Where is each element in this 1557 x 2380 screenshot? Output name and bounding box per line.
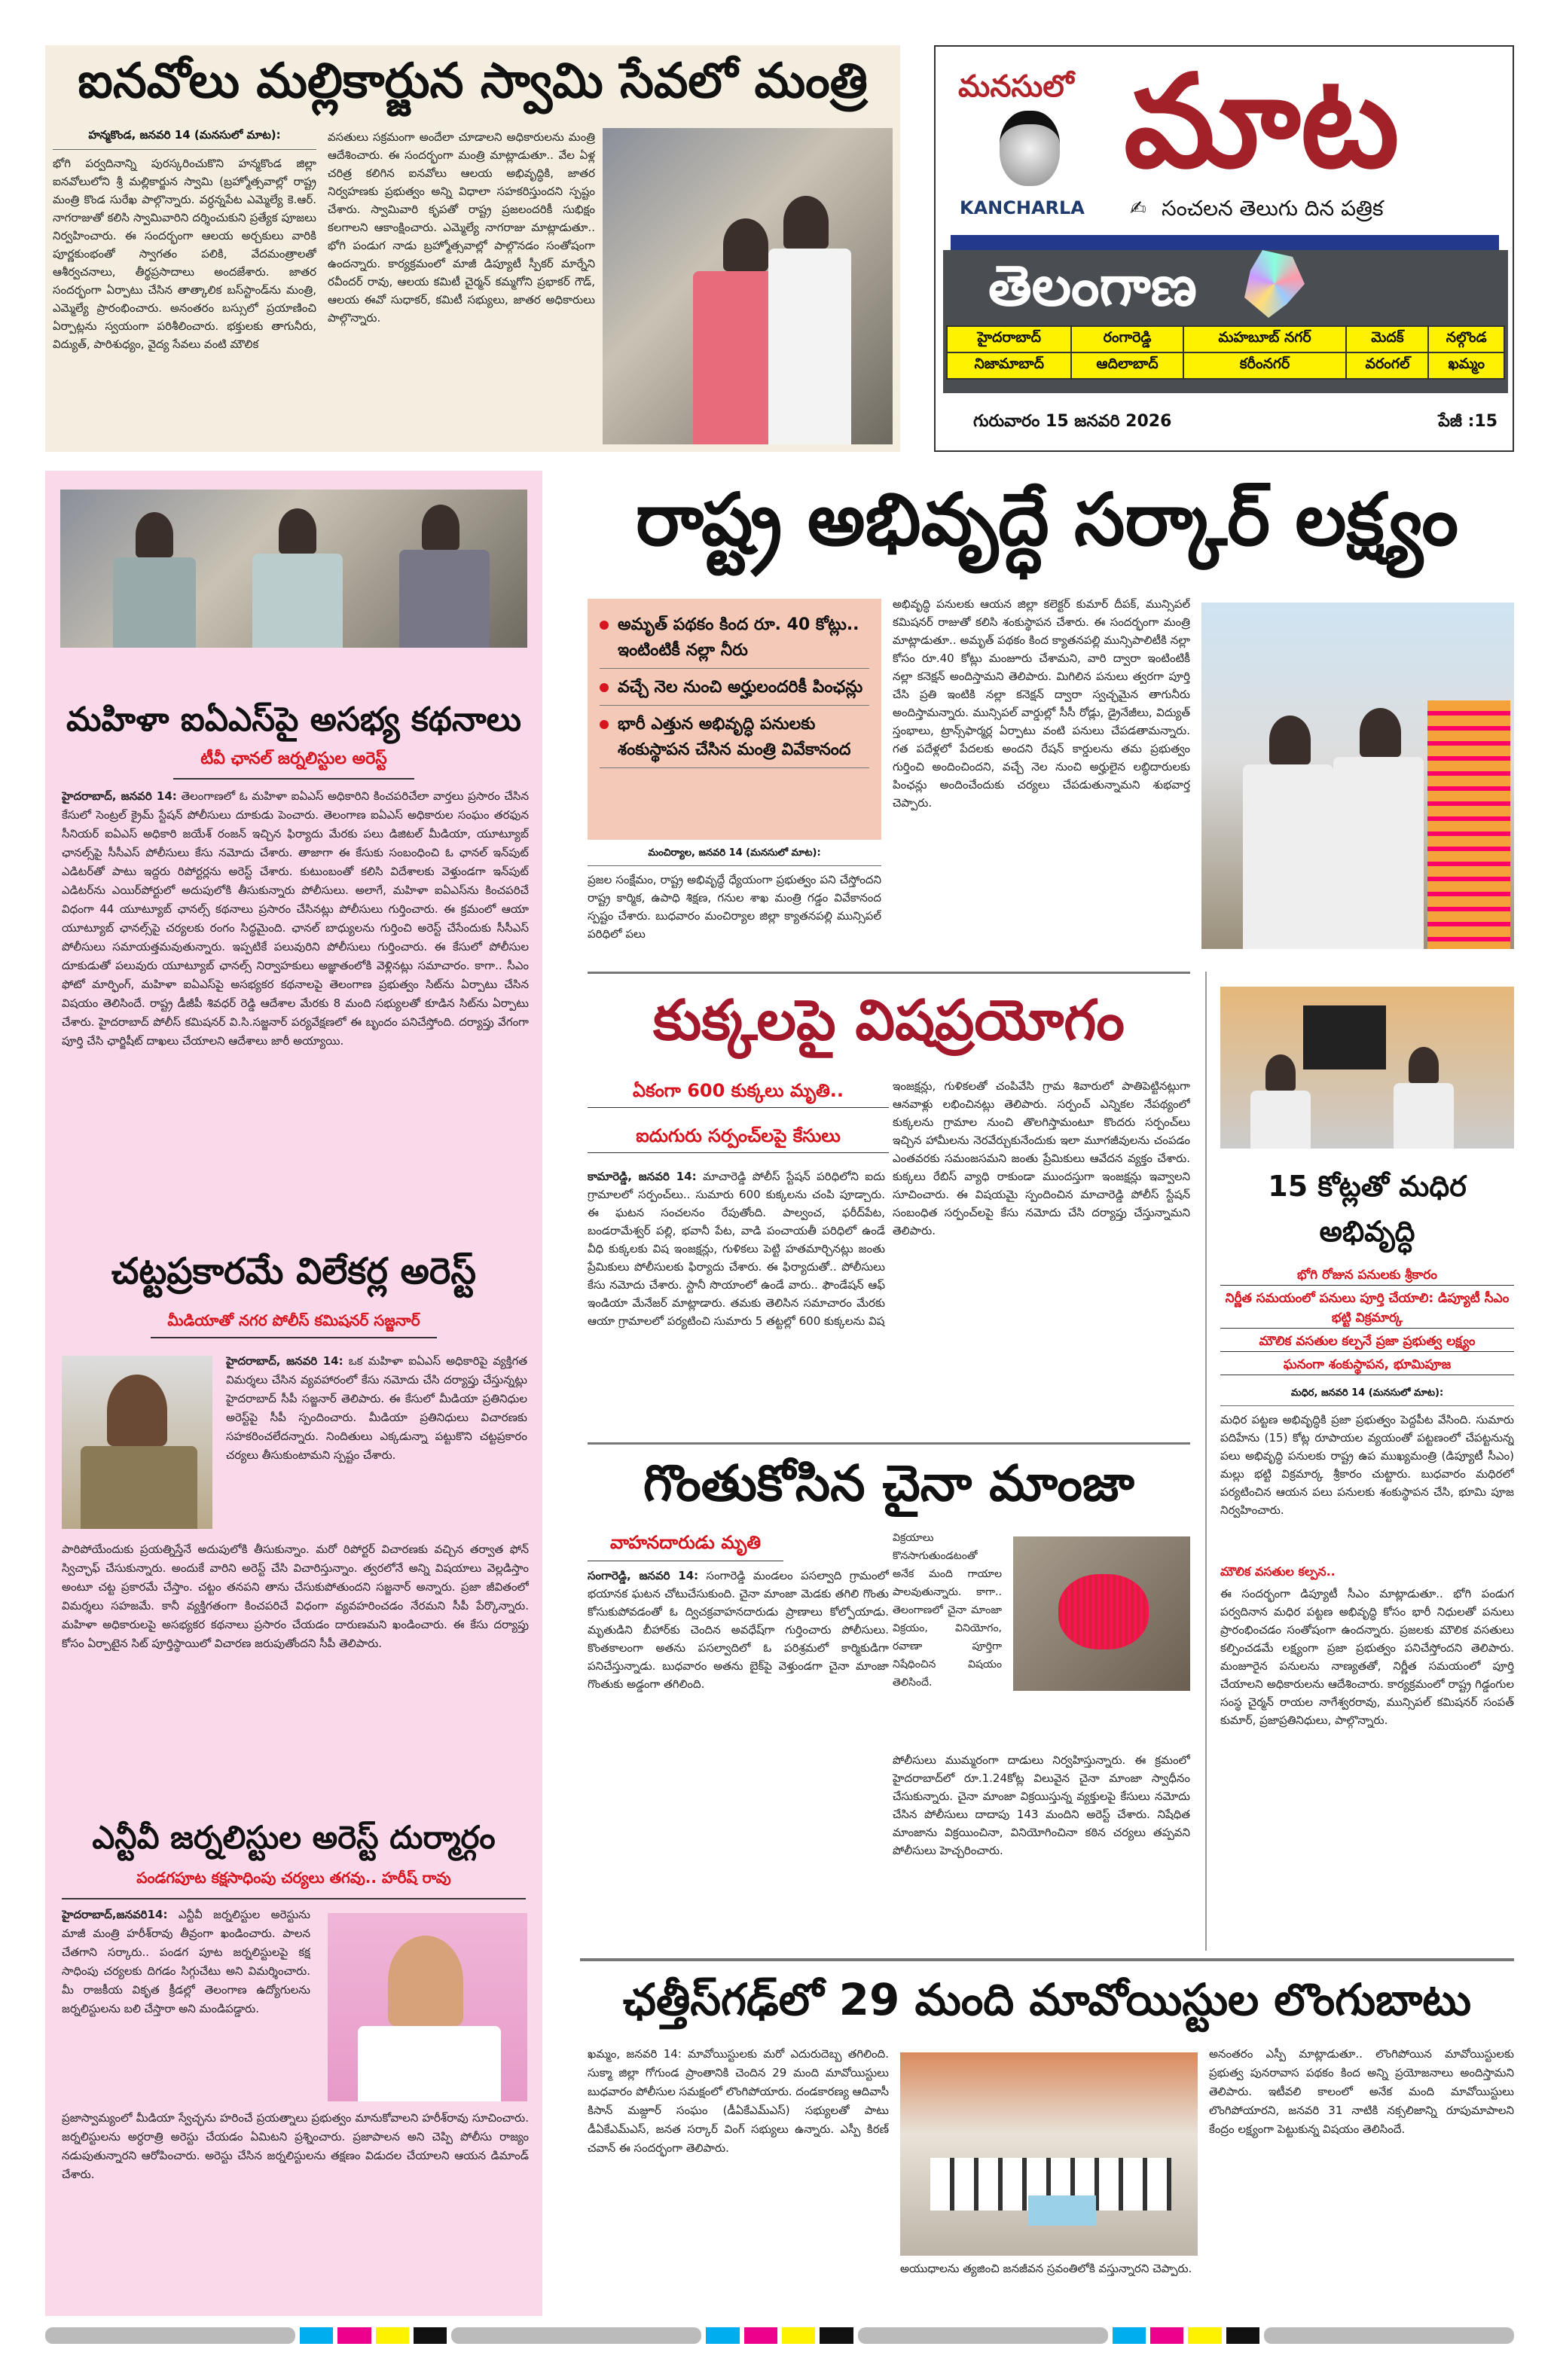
highlight-item: వచ్చే నెల నుంచి అర్హులందరికీ పింఛన్లు bbox=[600, 675, 869, 706]
sajjanar-body-side: హైదరాబాద్, జనవరి 14: ఒక మహిళా ఐఏఎస్ అధికారిపై వ్యక్తిగత విమర్శలు చేసిన వ్యవహారంలో కేసు నమోదు చేసి దర్యాప్తు చేస్తున్నట్లు హైదరాబాద్ సీపీ సజ్జనార్ తెలిపారు. ఈ కేసులో మీడియా ప్రతినిధుల అరెస్ట్‌పై సీపీ స్పందించారు. మీడియా ప్రతినిధులు విచారణకు సహకరించలేదన్నారు. నిందితులు ఎక్కడున్నా పట్టుకొని చట్టప్రకారం చర్యలు తీసుకుంటామని స్పష్టం చేశారు. bbox=[226, 1354, 527, 1462]
madhira-body-1: మధిర పట్టణ అభివృద్ధికి ప్రజా ప్రభుత్వం పెద్దపీట వేసింది. సుమారు పదిహేను (15) కోట్ల రూపాయల వ్యయంతో పట్టణంలో చేపట్టనున్న పలు అభివృద్ధి పనులకు రాష్ట్ర ఉప ముఖ్యమంత్రి (డిప్యూటీ సీఎం) మల్లు భట్టి విక్రమార్క శ్రీకారం చుట్టారు. బుధవారం మధిరలో పర్యటించిన ఆయన పలు పనులకు శంకుస్థాపన చేసి, భూమి పూజ నిర్వహించారు. bbox=[1220, 1413, 1514, 1517]
pen-icon: ✍ bbox=[1130, 197, 1146, 220]
maoists-body-right: అనంతరం ఎస్పీ మాట్లాడుతూ.. లొంగిపోయిన మావోయిస్టులకు ప్రభుత్వ పునరావాస పథకం కింద అన్ని ప్రయోజనాలు అందిస్తామని తెలిపారు. ఇటీవలి కాలంలో అనేక మంది మావోయిస్టులు లొంగిపోయారని, జనవరి 31 నాటికి నక్సలిజాన్ని రూపుమాపాలని కేంద్రం లక్ష్యంగా పెట్టుకున్న విషయం తెలిసిందే. bbox=[1209, 2047, 1514, 2136]
ias-body: హైదరాబాద్, జనవరి 14: తెలంగాణలో ఓ మహిళా ఐఏఎస్ అధికారిని కించపరిచేలా వార్తలు ప్రసారం చేసిన కేసులో సెంట్రల్ క్రైమ్ స్టేషన్ పోలీసులు దూకుడు పెంచారు. తెలంగాణ ఐఏఎస్ అధికారుల సంఘం తరఫున సీనియర్ ఐఏఎస్ అధికారి జయేశ్ రంజన్ ఇచ్చిన ఫిర్యాదు మేరకు పలు డిజిటల్ మీడియా, యూట్యూబ్ ఛానల్స్‌పై సీసీఎస్ పోలీసులు కేసు నమోదు చేశారు. తాజాగా ఈ కేసుకు సంబంధించి ఓ ఛానల్ ఇన్‌పుట్ ఎడిటర్‌తో పాటు ఇద్దరు రిపోర్టర్లను అరెస్ట్ చేశారు. కుటుంబంతో కలిసి విదేశాలకు వెళ్తుండగా ఇన్‌పుట్ ఎడిటర్‌ను ఎయిర్‌పోర్టులో అదుపులోకి తీసుకున్నారు పోలీసులు. అలాగే, మహిళా ఐఏఎస్‌ను కించపరిచే విధంగా 44 యూట్యూబ్ ఛానల్స్ కథనాలు ప్రసారం చేసినట్లు పోలీసులు గుర్తించారు. ఈ క్రమంలో ఆయా యూట్యూబ్ ఛానల్స్‌పై చర్యలకు రంగం సిద్ధమైంది. ఛానల్ బాధ్యులను గుర్తించి అరెస్ట్ చేసేందుకు సీసీఎస్ పోలీసులు సమాయత్తమవుతున్నారు. ఇప్పటికే పలువురిని పోలీసులు గుర్తించారు. ఈ కేసులో పోలీసుల దూకుడుతో పలువురు యూట్యూబ్ ఛానల్స్ నిర్వాహకులు అజ్ఞాతంలోకి వెళ్లినట్లు సమాచారం. కాగా.. సీఎం ఫోటో మార్ఫింగ్, మహిళా ఐఏఎస్‌పై అసభ్యకర కథనాలపై తెలంగాణ ప్రభుత్వం సిట్‌ను ఏర్పాటు చేసిన విషయం తెలిసిందే. రాష్ట్ర డీజీపీ శివధర్ రెడ్డి ఆదేశాల మేరకు 8 మంది సభ్యులతో కూడిన సిట్‌ను ఏర్పాటు చేశారు. హైదరాబాద్ పోలీస్ కమిషనర్ వి.సి.సజ్జనార్ పర్యవేక్షణలో ఈ బృందం పనిచేస్తోంది. దర్యాప్తు వేగంగా పూర్తి చేసి ఛార్జిషీట్ దాఖలు చేయాలని ఆదేశాలు జారీ అయ్యాయి. bbox=[62, 789, 529, 1048]
tagline: సంచలన తెలుగు దిన పత్రిక bbox=[1162, 196, 1384, 221]
ias-dateline: హైదరాబాద్, జనవరి 14: bbox=[62, 789, 177, 803]
body-col2: వసతులు సక్రమంగా అందేలా చూడాలని అధికారులను మంత్రి ఆదేశించారు. ఈ సందర్భంగా మంత్రి మాట్లాడుతూ.. వేల ఏళ్ల చరిత్ర కలిగిన ఐనవోలు ఆలయ అభివృద్ధికి, జాతర నిర్వహణకు ప్రభుత్వం అన్ని విధాలా సహకరిస్తుందని స్పష్టం చేశారు. స్వామివారి కృపతో రాష్ట్ర ప్రజలందరికీ సుభిక్షం కలగాలని ఆకాంక్షించారు. ఎమ్మెల్యే నాగరాజు మాట్లాడుతూ.. భోగి పండుగ నాడు బ్రహ్మోత్సవాల్లో పాల్గొనడం సంతోషంగా ఉందన్నారు. కార్యక్రమంలో మాజీ డిప్యూటీ స్పీకర్ మార్నేని రవీందర్ రావు, ఆలయ కమిటీ చైర్మన్ కమ్మగోని ప్రభాకర్ గౌడ్, ఆలయ ఈవో సుధాకర్, కమిటీ సభ్యులు, జాతర అధికారులు పాల్గొన్నారు. bbox=[328, 130, 595, 325]
madhira-subhead: ఘనంగా శంకుస్థాపన, భూమిపూజ bbox=[1220, 1355, 1514, 1375]
highlight-item: అమృత్ పథకం కింద రూ. 40 కోట్లు.. ఇంటింటికీ నల్లా నీరు bbox=[600, 612, 869, 669]
manja-body-left: సంగారెడ్డి, జనవరి 14: సంగారెడ్డి మండలం పసల్వాది గ్రామంలో భయానక ఘటన చోటుచేసుకుంది. చైనా మాంజా మెడకు తగిలి గొంతు కోసుకుపోవడంతో ఓ ద్విచక్రవాహనదారుడు ప్రాణాలు కోల్పోయాడు. మృతుడిని బీహార్‌కు చెందిన అవధేష్‌గా గుర్తించారు పోలీసులు. కొంతకాలంగా అతను పసల్వాదిలో ఓ పరిశ్రమలో కార్మికుడిగా పనిచేస్తున్నాడు. బుధవారం అతను బైక్‌పై వెళ్తుండగా చైనా మాంజా గొంతుకు అడ్డంగా తగిలింది. bbox=[588, 1569, 889, 1691]
district-hyderabad[interactable]: హైదరాబాద్ bbox=[947, 326, 1071, 352]
district-rangareddy[interactable]: రంగారెడ్డి bbox=[1071, 326, 1183, 352]
district-mahabubnagar[interactable]: మహబూబ్ నగర్ bbox=[1183, 326, 1347, 352]
dogs-headline: కుక్కలపై విషప్రయోగం bbox=[653, 988, 1125, 1053]
page-number: పేజీ :15 bbox=[1438, 412, 1497, 431]
maoists-body-left: ఖమ్మం, జనవరి 14: మావోయిస్టులకు మరో ఎదురుదెబ్బ తగిలింది. సుక్మా జిల్లా గోగుండ ప్రాంతానికి చెందిన 29 మంది మావోయిస్టులు బుధవారం పోలీసుల సమక్షంలో లొంగిపోయారు. దండకారణ్య ఆదివాసీ కిసాన్ మజ్దూర్ సంఘం (డీఏకేఎమ్ఎస్) సభ్యులతో పాటు డీఏకేఎమ్ఎస్, జనత సర్కార్ వింగ్ సభ్యులు ఉన్నారు. ఎస్పీ కిరణ్ చవాన్ ఈ సందర్భంగా తెలిపారు. bbox=[588, 2047, 889, 2155]
manja-headline: గొంతుకోసిన చైనా మాంజా bbox=[643, 1454, 1134, 1512]
sajjanar-headline: చట్టప్రకారమే విలేకర్ల అరెస్ట్ bbox=[111, 1250, 477, 1292]
madhira-section-heading: మౌలిక వసతుల కల్పన.. bbox=[1220, 1564, 1336, 1579]
photo-manja-spool bbox=[1013, 1536, 1190, 1691]
brand-small: మనసులో bbox=[958, 69, 1074, 104]
madhira-subhead: నిర్ణీత సమయంలో పనులు పూర్తి చేయాలి: డిప్యూటీ సీఎం భట్టి విక్రమార్క bbox=[1220, 1289, 1514, 1329]
madhira-dateline: మధిర, జనవరి 14 (మనసులో మాట): bbox=[1220, 1387, 1514, 1406]
kancharla-label: KANCHARLA bbox=[960, 197, 1085, 218]
lead-highlights-box bbox=[588, 599, 881, 840]
brand-big-logo: మాట bbox=[1124, 47, 1400, 197]
lead-dateline: మంచిర్యాల, జనవరి 14 (మనసులో మాట): bbox=[588, 847, 881, 866]
photo-foundation-stone bbox=[1201, 603, 1514, 949]
dogs-subhead-2: ఐదుగురు సర్పంచ్‌లపై కేసులు bbox=[588, 1122, 889, 1153]
madhira-headline: 15 కోట్లతో మధిర అభివృద్ధి bbox=[1268, 1170, 1467, 1248]
manja-body-mid: విక్రయాలు కొనసాగుతుండటంతో అనేక మంది గాయాల పాలవుతున్నారు. కాగా.. తెలంగాణలో చైనా మాంజా విక్రయం, వినియోగం, రవాణా పూర్తిగా నిషేధించిన విషయం తెలిసిందే. bbox=[893, 1532, 1002, 1689]
dateline: హన్మకొండ, జనవరి 14 (మనసులో మాట): bbox=[53, 128, 316, 150]
lead-body-right: అభివృద్ధి పనులకు ఆయన జిల్లా కలెక్టర్ కుమార్ దీపక్, మున్సిపల్ కమిషనర్ రాజుతో కలిసి శంకుస్థాపన చేశారు. ఈ సందర్భంగా మంత్రి మాట్లాడుతూ.. అమృత్ పథకం కింద క్యాతనపల్లి మున్సిపాలిటీకి నల్లా కోసం రూ.40 కోట్లు మంజూరు చేశామని, వారి ద్వారా ఇంటింటికీ నల్లా కనెక్షన్ అందిస్తామని తెలిపారు. మిగిలిన పనులు త్వరగా పూర్తి చేసి ప్రతి ఇంటికి నల్లా కనెక్షన్ ద్వారా స్వచ్ఛమైన తాగునీరు అందిస్తామన్నారు. మున్సిపల్ వార్డుల్లో సీసీ రోడ్లు, డ్రైనేజీలు, విద్యుత్ స్తంభాలు, ట్రాన్స్‌ఫార్మర్ల ఏర్పాటు వంటి పనులు చేపడతామన్నారు. గత పదేళ్లలో పేదలకు అందని రేషన్ కార్డులను తమ ప్రభుత్వం గుర్తించి అందించిందని, వచ్చే నెల నుంచి అర్హులైన లబ్ధిదారులకు పింఛన్లు అందించేందుకు చర్యలు చేపడుతున్నామని శుభవార్త చెప్పారు. bbox=[893, 597, 1190, 810]
maoists-headline: ఛత్తీస్‌గఢ్‌లో 29 మంది మావోయిస్టుల లొంగుబాటు bbox=[622, 1974, 1472, 2025]
district-khammam[interactable]: ఖమ్మం bbox=[1428, 352, 1504, 379]
manja-subhead: వాహనదారుడు మృతి bbox=[588, 1529, 783, 1561]
highlight-item: భారీ ఎత్తున అభివృద్ధి పనులకు శంకుస్థాపన చేసిన మంత్రి వివేకానంద bbox=[600, 712, 869, 768]
district-karimnagar[interactable]: కరీంనగర్ bbox=[1183, 352, 1347, 379]
masthead bbox=[934, 45, 1514, 452]
manja-body-bottom: పోలీసులు ముమ్మరంగా దాడులు నిర్వహిస్తున్నారు. ఈ క్రమంలో హైదరాబాద్‌లో రూ.1.24కోట్ల విలువైన చైనా మాంజా స్వాధీనం చేసుకున్నారు. చైనా మాంజా విక్రయిస్తున్న వ్యక్తులపై కేసులు నమోదు చేసిన పోలీసులు దాదాపు 143 మందిని అరెస్ట్ చేశారు. నిషేధిత మాంజాను విక్రయించినా, వినియోగించినా కఠిన చర్యలు తప్పవని పోలీసులు హెచ్చరించారు. bbox=[893, 1753, 1190, 1857]
dogs-body-left: కామారెడ్డి, జనవరి 14: మాచారెడ్డి పోలీస్ స్టేషన్ పరిధిలోని ఐదు గ్రామాలలో సర్పంచ్‌లు.. సుమారు 600 కుక్కలను చంపి పూడ్చారు. ఈ ఘటన సంచలనం రేపుతోంది. పాల్వంచ, ఫరీద్‌పేట, బండరామేశ్వర్ పల్లి, భవానీ పేట, వాడి పంచాయతీ పరిధిలో ఉండే వీధి కుక్కలకు విష ఇంజక్షన్లు, గుళికలు పెట్టి హతమార్చినట్లు జంతు ప్రేమికులు పోలీసులకు ఫిర్యాదు చేశారు. ఈ ఫిర్యాదుతో.. పోలీసులు కేసు నమోదు చేశారు. స్టానీ సొయాంలో ఉండే వారు.. ఫౌండేషన్ ఆఫ్ ఇండియా మేనేజర్ మాట్లాడారు. తమకు తెలిసిన సమాచారం మేరకు ఆయా గ్రామాలలో పర్యటించి సుమారు 5 తట్టల్లో 600 కుక్కలను విష bbox=[588, 1170, 885, 1328]
lead-body-left: ప్రజల సంక్షేమం, రాష్ట్ర అభివృద్ధే ధ్యేయంగా ప్రభుత్వం పని చేస్తోందని రాష్ట్ర కార్మిక, ఉపాధి శిక్షణ, గనుల శాఖ మంత్రి గడ్డం వివేకానంద స్పష్టం చేశారు. బుధవారం మంచిర్యాల జిల్లా క్యాతనపల్లి మున్సిపల్ పరిధిలో పలు bbox=[588, 873, 881, 941]
district-nalgonda[interactable]: నల్గొండ bbox=[1428, 326, 1504, 352]
district-adilabad[interactable]: ఆదిలాబాద్ bbox=[1071, 352, 1183, 379]
photo-three-men bbox=[60, 490, 527, 648]
dogs-body-right: ఇంజక్షన్లు, గుళికలతో చంపివేసి గ్రామ శివారులో పాతిపెట్టినట్లుగా ఆనవాళ్లు లభించినట్లు తెలిపారు. సర్పంచ్ ఎన్నికల నేపథ్యంలో కుక్కలను గ్రామాల నుంచి తొలగిస్తామంటూ కొందరు సర్పంచ్‌లు ఇచ్చిన హామీలను నెరవేర్చుకునేందుకు ఇలా మూగజీవులను చంపడం ఎంతవరకు సమంజసమని జంతు ప్రేమికులు ఆవేదన వ్యక్తం చేశారు. కుక్కలు రేబిస్ వ్యాధి రాకుండా ముందస్తుగా ఇంజక్షన్లు ఇవ్వాలని సూచించారు. ఈ విషయమై స్పందించిన మాచారెడ్డి పోలీస్ స్టేషన్ సంబంధిత సర్పంచ్‌లపై కేసు నమోదు చేసి దర్యాప్తు చేస్తున్నామని తెలిపారు. bbox=[893, 1079, 1190, 1237]
print-color-bar bbox=[45, 2327, 1514, 2344]
mascot-face-icon bbox=[1000, 111, 1060, 186]
story-ainavolu bbox=[45, 45, 900, 452]
headline: ఐనవోలు మల్లికార్జున స్వామి సేవలో మంత్రి bbox=[78, 53, 868, 109]
ias-subhead: టీవీ ఛానల్ జర్నలిస్టుల అరెస్ట్ bbox=[200, 749, 387, 768]
edition-banner bbox=[943, 250, 1508, 393]
dogs-subhead-1: ఏకంగా 600 కుక్కలు మృతి.. bbox=[588, 1077, 889, 1108]
ntv-subhead: పండగపూట కక్షసాధింపు చర్యలు తగవు.. హరీష్ రావు bbox=[136, 1869, 451, 1887]
photo-minister-ribbon-cutting bbox=[603, 128, 893, 444]
ias-headline: మహిళా ఐఏఎస్‌పై అసభ్య కథనాలు bbox=[66, 700, 521, 739]
ntv-body: ప్రజాస్వామ్యంలో మీడియా స్వేచ్ఛను హరించే ప్రయత్నాలు ప్రభుత్వం మానుకోవాలని హరీశ్‌రావు సూచించారు. జర్నలిస్టులను అర్ధరాత్రి అరెస్టు చేయడం ఏమిటని ప్రశ్నించారు. ప్రజాపాలన అని చెప్పి పోలీసు రాజ్యం నడుపుతున్నారని ఆరోపించారు. అరెస్టు చేసిన జర్నలిస్టులను తక్షణం విడుదల చేయాలని ఆయన డిమాండ్ చేశారు. bbox=[62, 2111, 529, 2181]
photo-harish-rao bbox=[328, 1913, 527, 2101]
madhira-subhead: మౌలిక వసతుల కల్పనే ప్రజా ప్రభుత్వ లక్ష్యం bbox=[1220, 1332, 1514, 1352]
photo-madhira-inauguration bbox=[1220, 987, 1514, 1149]
sajjanar-subhead: మీడియాతో నగర పోలీస్ కమిషనర్ సజ్జనార్ bbox=[167, 1311, 420, 1329]
body-col1: భోగి పర్వదినాన్ని పురస్కరించుకొని హన్మకొండ జిల్లా ఐనవోలులోని శ్రీ మల్లికార్జున స్వామి (బ్రహ్మోత్సవాల్లో రాష్ట్ర మంత్రి కొండ సురేఖ పాల్గొన్నారు. వర్ధన్నపేట ఎమ్మెల్యే కె.ఆర్. నాగరాజుతో కలిసి స్వామివారిని దర్శించుకుని ప్రత్యేక పూజలు నిర్వహించారు. ఈ సందర్భంగా ఆలయ అర్చకులు వారికి పూర్ణకుంభంతో స్వాగతం పలికి, వేదమంత్రాలతో ఆశీర్వచనాలు, తీర్థప్రసాదాలు అందజేశారు. జాతర సందర్భంగా ఏర్పాటు చేసిన తాత్కాలిక బస్‌స్టాండ్‌ను మంత్రి, ఎమ్మెల్యే ప్రారంభించారు. అనంతరం బస్సులో ప్రయాణించి ఏర్పాట్లను స్వయంగా పరిశీలించారు. భక్తులకు తాగునీరు, విద్యుత్, పారిశుధ్యం, వైద్య సేవలు వంటి మౌలిక bbox=[53, 157, 316, 351]
photo-surrendered-maoists bbox=[900, 2052, 1198, 2256]
district-table bbox=[946, 325, 1505, 380]
ntv-headline: ఎన్టీవీ జర్నలిస్టుల అరెస్ట్ దుర్మార్గం bbox=[92, 1819, 496, 1856]
district-medak[interactable]: మెదక్ bbox=[1346, 326, 1428, 352]
issue-date: గురువారం 15 జనవరి 2026 bbox=[973, 412, 1172, 431]
madhira-subhead: భోగి రోజున పనులకు శ్రీకారం bbox=[1220, 1265, 1514, 1286]
madhira-body-2: ఈ సందర్భంగా డిప్యూటీ సీఎం మాట్లాడుతూ.. భోగి పండుగ పర్వదినాన మధిర పట్టణ అభివృద్ధి కోసం భారీ నిధులతో పనులు ప్రారంభించడం సంతోషంగా ఉందన్నారు. ప్రజలకు మౌలిక వసతులు కల్పించడమే లక్ష్యంగా ప్రజా ప్రభుత్వం పనిచేస్తోందని తెలిపారు. మంజూరైన పనులను నాణ్యతతో, నిర్ణీత సమయంలో పూర్తి చేయాలని అధికారులను ఆదేశించారు. కార్యక్రమంలో రాష్ట్ర గిడ్డంగుల సంస్థ చైర్మన్ రాయల నాగేశ్వరరావు, మున్సిపల్ కమిషనర్ సంపత్ కుమార్, ప్రజాప్రతినిధులు, పాల్గొన్నారు. bbox=[1220, 1587, 1514, 1727]
left-column bbox=[45, 471, 542, 2316]
ntv-body-side: హైదరాబాద్,జనవరి14: ఎన్టీవీ జర్నలిస్టుల అరెస్టును మాజీ మంత్రి హరీశ్‌రావు తీవ్రంగా ఖండించారు. పాలన చేతగాని సర్కారు.. పండగ పూట జర్నలిస్టులపై కక్ష సాధింపు చర్యలకు దిగడం సిగ్గుచేటు అని విమర్శించారు. మీ రాజకీయ వికృత క్రీడల్లో తెలంగాణ ఉద్యోగులను జర్నలిస్టులను బలి చేస్తారా అని మండిపడ్డారు. bbox=[62, 1908, 310, 2015]
maoists-caption: అయుధాలను త్యజించి జనజీవన స్రవంతిలోకి వస్తున్నారని చెప్పారు. bbox=[900, 2262, 1192, 2275]
district-warangal[interactable]: వరంగల్ bbox=[1346, 352, 1428, 379]
district-nizamabad[interactable]: నిజామాబాద్ bbox=[947, 352, 1071, 379]
telangana-map-icon bbox=[1244, 250, 1305, 318]
lead-headline: రాష్ట్ర అభివృద్ధే సర్కార్ లక్ష్యం bbox=[635, 478, 1459, 562]
photo-police-commissioner bbox=[62, 1356, 212, 1529]
edition-title: తెలంగాణ bbox=[988, 254, 1197, 319]
sajjanar-body: పారిపోయేందుకు ప్రయత్నిస్తేనే అదుపులోకి తీసుకున్నాం. మరో రిపోర్టర్ విచారణకు వచ్చిన తర్వాత ఫోన్ స్విచ్ఛాఫ్ చేసుకున్నారు. అందుకే వారిని అరెస్ట్ చేసి విచారిస్తున్నాం. త్వరలోనే అన్ని విషయాలు వెల్లడిస్తాం అంటూ చట్ట ప్రకారమే చేస్తాం. చట్టం తనపని తాను చేసుకుపోతుందని సజ్జనార్ అన్నారు. ప్రజా జీవితంలో విమర్శలు సహజమే. కానీ వ్యక్తిగతంగా కించపరిచే విధంగా వ్యవహరించడం నేరమని సీపీ పేర్కొన్నారు. మహిళా అధికారులపై అసభ్యకర కథనాలు ప్రసారం చేయడం దారుణమని ఖండించారు. ఈ కేసు దర్యాప్తు కోసం ఏర్పాటైన సిట్ పూర్తిస్థాయిలో విచారణ జరుపుతోందని సీపీ తెలిపారు. bbox=[62, 1542, 529, 1650]
